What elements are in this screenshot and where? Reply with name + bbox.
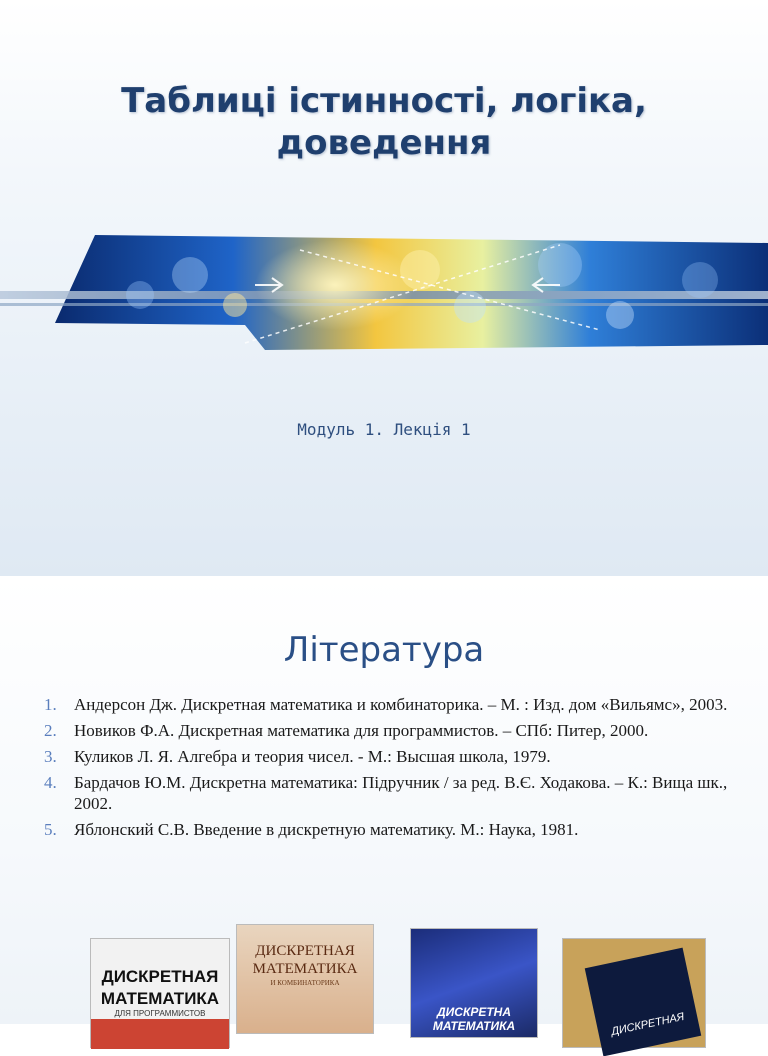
- book-cover-text: И КОМБИНАТОРИКА: [270, 979, 340, 987]
- book-cover-text: МАТЕМАТИКА: [432, 1019, 516, 1033]
- book-cover-image: [562, 938, 706, 1048]
- book-cover-image: [90, 938, 230, 1048]
- reference-list: [44, 694, 734, 845]
- reference-text: Яблонский С.В. Введение в дискретную математику. М.: Наука, 1981.: [74, 820, 579, 839]
- item-number: 2.: [44, 721, 57, 740]
- item-number: 3.: [44, 747, 57, 766]
- book-cover-text: ДИСКРЕТНАЯ: [610, 1010, 686, 1039]
- reference-text: Новиков Ф.А. Дискретная математика для программистов. – СПб: Питер, 2000.: [74, 721, 649, 740]
- literature-title: Література: [283, 630, 485, 670]
- slide-subtitle: Модуль 1. Лекція 1: [297, 420, 471, 439]
- list-item: [44, 772, 734, 814]
- book-cover-text: ДИСКРЕТНАЯ: [255, 943, 355, 959]
- reference-text: Бардачов Ю.М. Дискретна математика: Підручник / за ред. В.Є. Ходакова. – К.: Вища шк., 2002.: [74, 773, 728, 813]
- book-cover-text: ДИСКРЕТНАЯ: [101, 967, 219, 986]
- literature-slide: [0, 576, 768, 1039]
- reference-text: Куликов Л. Я. Алгебра и теория чисел. - М.: Высшая школа, 1979.: [74, 747, 551, 766]
- list-item: [44, 694, 734, 715]
- item-number: 4.: [44, 773, 57, 792]
- book-cover-text: МАТЕМАТИКА: [252, 961, 358, 977]
- book-cover-image: [410, 928, 538, 1038]
- book-cover-text: МАТЕМАТИКА: [100, 989, 220, 1008]
- item-number: 1.: [44, 695, 57, 714]
- book-covers: [0, 924, 768, 1039]
- list-item: [44, 720, 734, 741]
- reference-text: Андерсон Дж. Дискретная математика и комбинаторика. – М. : Изд. дом «Вильямс», 2003.: [74, 695, 728, 714]
- book-cover-text: ДИСКРЕТНА: [436, 1005, 511, 1019]
- list-item: [44, 819, 734, 840]
- item-number: 5.: [44, 820, 57, 839]
- book-cover-text: ДЛЯ ПРОГРАММИСТОВ: [114, 1009, 206, 1018]
- list-item: [44, 746, 734, 767]
- decorative-banner: [0, 225, 768, 360]
- slide-title: Таблиці істинності, логіка, доведення: [121, 81, 647, 163]
- book-cover-image: [236, 924, 374, 1034]
